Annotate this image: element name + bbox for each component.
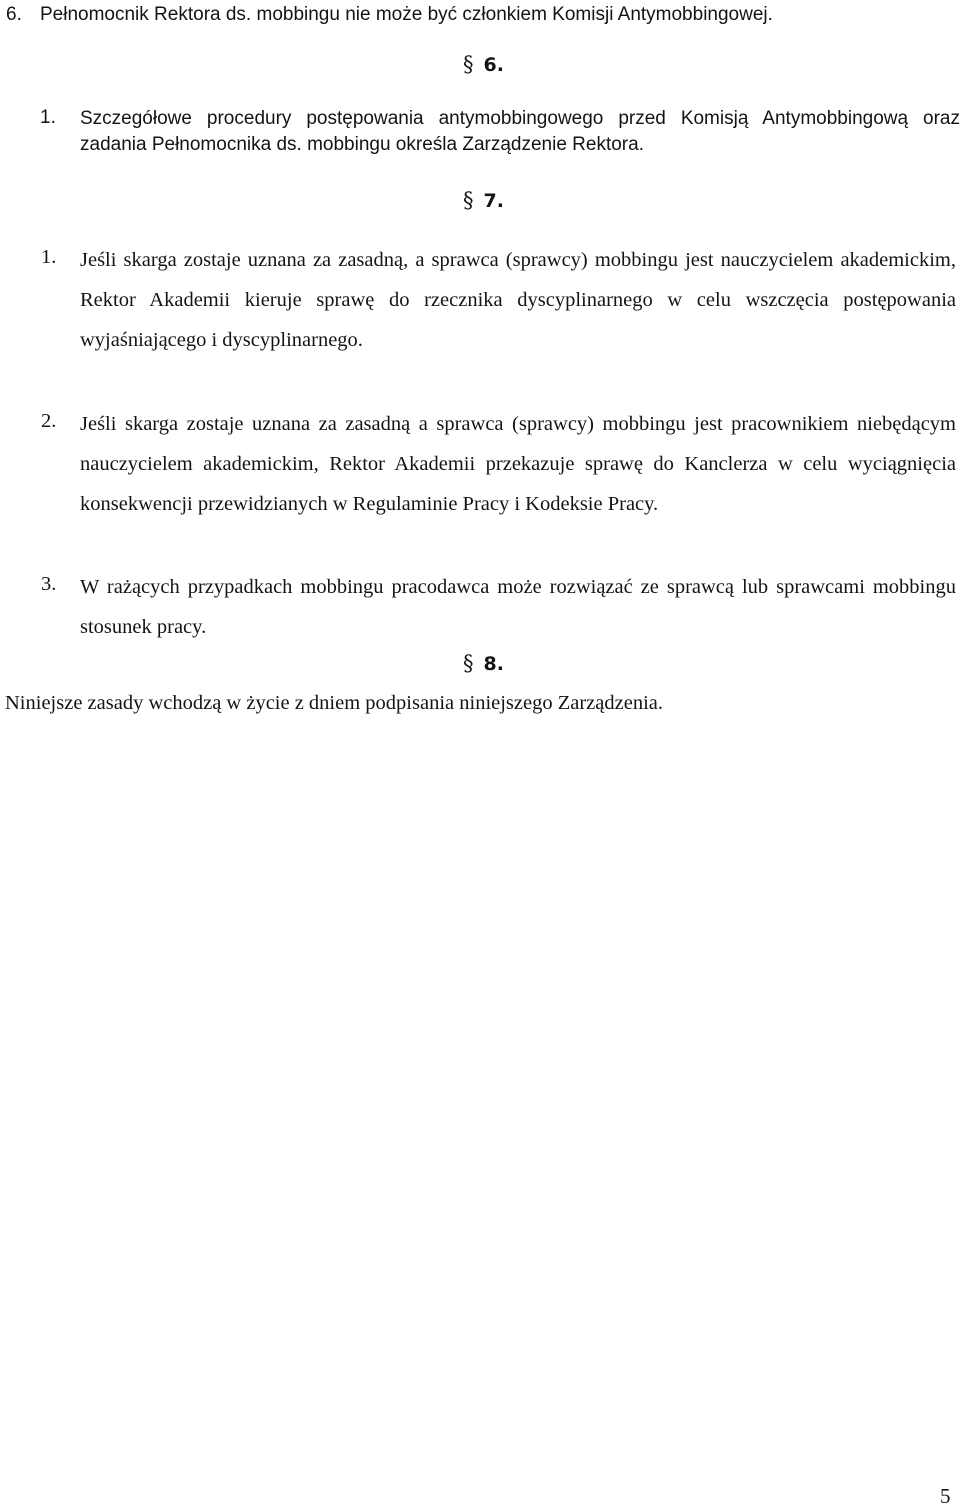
item-6-text: Pełnomocnik Rektora ds. mobbingu nie może być członkiem Komisji Antymobbingowej.: [40, 4, 773, 25]
item-6-number: 6.: [6, 4, 22, 25]
section-8-text: Niniejsze zasady wchodzą w życie z dniem podpisania niniejszego Zarządzenia.: [5, 692, 663, 714]
section-7-number: 7.: [483, 190, 504, 212]
section-7-item-1-number: 1.: [41, 246, 57, 268]
section-6-item-1-text: Szczegółowe procedury postępowania antymobbingowego przed Komisją Antymobbingową oraz zadania Pełnomocnika ds. mobbingu określa Zarządzenie Rektora.: [80, 108, 960, 155]
section-7-item-1-text: Jeśli skarga zostaje uznana za zasadną, a sprawca (sprawcy) mobbingu jest nauczycielem akademickim, Rektor Akademii kieruje sprawę do rzecznika dyscyplinarnego w celu wszczęcia postępowania wyjaśniającego i dyscyplinarnego.: [80, 249, 956, 351]
section-6-heading: [463, 52, 504, 77]
section-8-heading: [463, 651, 504, 676]
section-sign: §: [463, 188, 474, 212]
page-number: 5: [940, 1484, 951, 1508]
section-7-item-2-text: Jeśli skarga zostaje uznana za zasadną a sprawca (sprawcy) mobbingu jest pracownikiem niebędącym nauczycielem akademickim, Rektor Akademii przekazuje sprawę do Kanclerza w celu wyciągnięcia konsekwencji przewidzianych w Regulaminie Pracy i Kodeksie Pracy.: [80, 413, 956, 515]
section-6-item-1-number: 1.: [40, 107, 56, 128]
section-7-item-3-number: 3.: [41, 573, 57, 595]
section-7-item-3-text: W rażących przypadkach mobbingu pracodawca może rozwiązać ze sprawcą lub sprawcami mobbingu stosunek pracy.: [80, 576, 956, 638]
section-sign: §: [463, 52, 474, 76]
section-7-heading: [463, 188, 504, 213]
section-6-number: 6.: [483, 54, 504, 76]
section-7-item-2-number: 2.: [41, 410, 57, 432]
section-sign: §: [463, 651, 474, 675]
section-8-number: 8.: [483, 653, 504, 675]
